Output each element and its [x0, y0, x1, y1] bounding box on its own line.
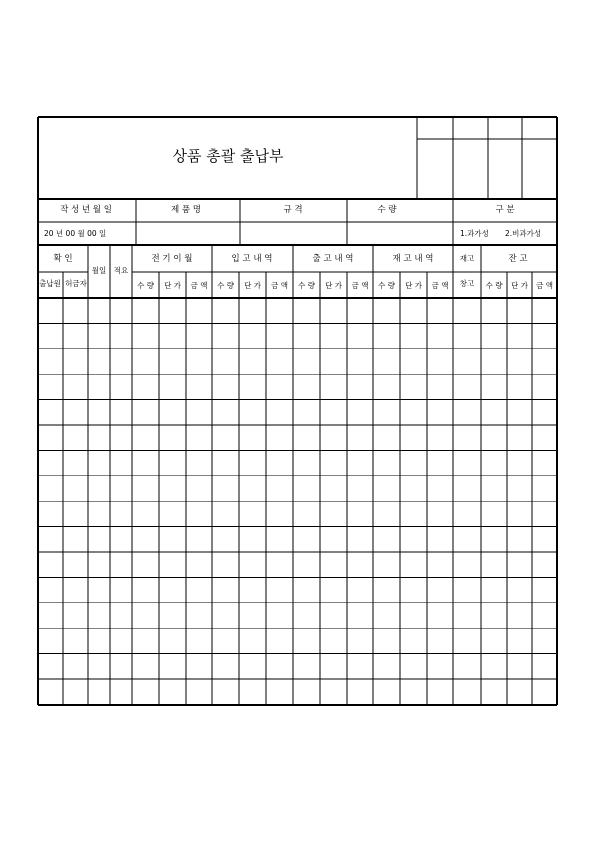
sub-column-label: 단 가 [325, 281, 342, 290]
group-issue: 출 고 내 역 [312, 254, 354, 264]
sub-column-label: 금 액 [536, 281, 553, 290]
category-option-2: 2.비과가성 [505, 229, 542, 238]
sub-column-label: 금 액 [190, 281, 208, 290]
sub-issuer: 출납원 [39, 279, 61, 288]
sub-column-label: 단 가 [511, 281, 528, 290]
sub-column-label: 금 액 [271, 281, 288, 290]
group-summary: 적요 [113, 266, 129, 275]
document-title: 상품 총괄 출납부 [172, 147, 284, 165]
sub-column-label: 수 량 [485, 281, 503, 290]
header-date: 작 성 년 월 일 [60, 205, 112, 215]
group-inventory: 재 고 내 역 [392, 254, 434, 264]
group-confirm: 확 인 [53, 254, 73, 264]
sub-column-labels [137, 280, 553, 290]
group-carryover: 전 기 이 월 [151, 254, 193, 264]
sub-warehouse: 창고 [459, 279, 475, 288]
sub-column-label: 수 량 [298, 281, 315, 290]
group-date: 월일 [91, 266, 107, 275]
sub-column-label: 금 액 [351, 281, 369, 290]
sub-column-label: 단 가 [164, 281, 181, 290]
sub-approver: 허금자 [65, 279, 87, 288]
header-category: 구 분 [495, 205, 515, 215]
sub-column-label: 단 가 [405, 281, 422, 290]
header-quantity: 수 량 [377, 205, 397, 215]
group-receipt: 입 고 내 역 [231, 254, 273, 264]
group-warehouse: 재고 [459, 254, 475, 263]
category-option-1: 1.과가성 [460, 229, 489, 238]
sub-column-label: 수 량 [217, 281, 234, 290]
sub-column-label: 수 량 [137, 281, 154, 290]
group-balance: 잔 고 [508, 254, 528, 264]
header-product-name: 제 품 명 [170, 205, 202, 215]
date-value: 20 년 00 월 00 일 [44, 229, 107, 238]
header-spec: 규 격 [283, 205, 303, 215]
sub-column-label: 수 량 [378, 281, 395, 290]
sub-column-label: 금 액 [431, 281, 449, 290]
sub-column-label: 단 가 [244, 281, 261, 290]
